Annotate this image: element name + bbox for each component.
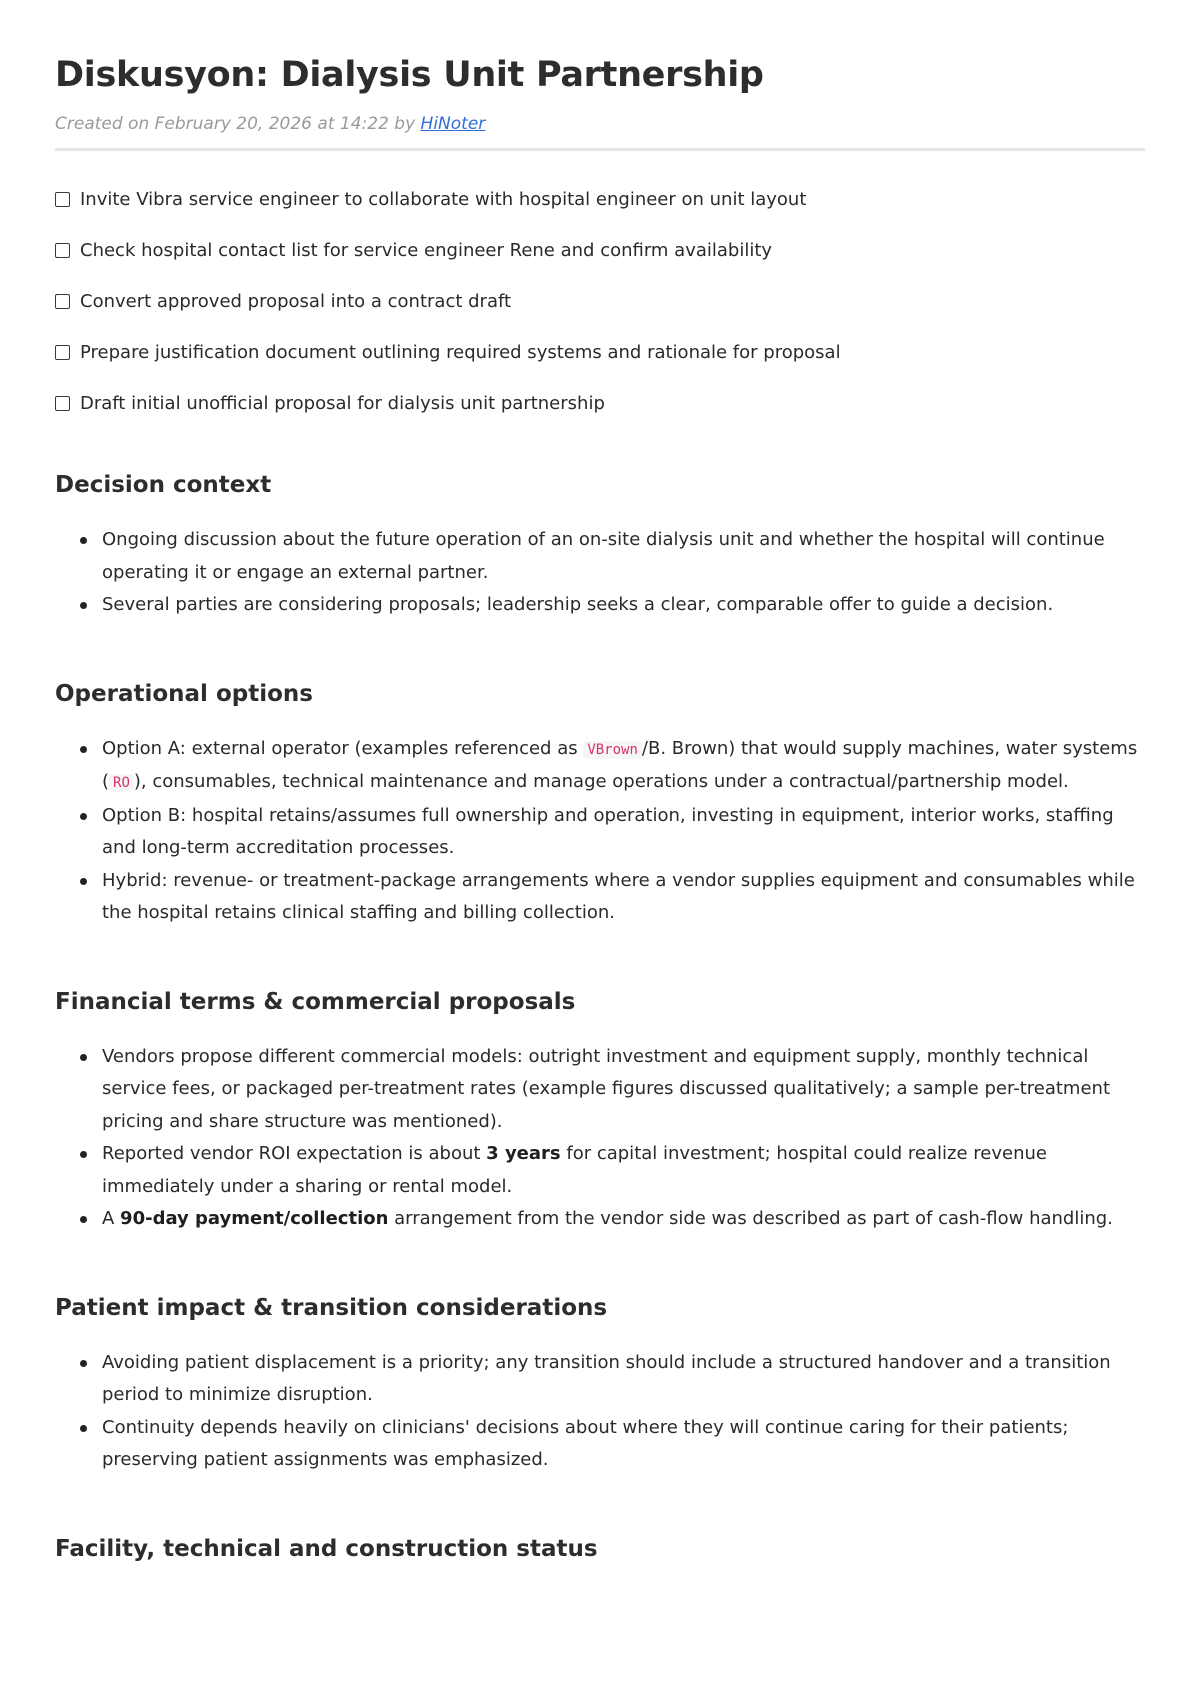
list-item: Vendors propose different commercial models: outright investment and equipment supply, monthly technical service fees, or packaged per-treatment rates (example figures discussed qualitatively; a sample per-treatment pricing and share structure was mentioned). <box>102 1041 1145 1139</box>
roi-text-1: Reported vendor ROI expectation is about <box>102 1143 487 1164</box>
task-item <box>55 187 1145 211</box>
list-item: Option B: hospital retains/assumes full ownership and operation, investing in equipment, interior works, staffing and long-term accreditation processes. <box>102 800 1145 865</box>
section-heading-operational-options: Operational options <box>55 680 313 707</box>
task-checkbox[interactable] <box>55 192 70 207</box>
task-item <box>55 340 1145 364</box>
section-heading-financial-terms: Financial terms & commercial proposals <box>55 988 576 1015</box>
section-heading-facility-status: Facility, technical and construction status <box>55 1535 598 1562</box>
task-item <box>55 391 1145 415</box>
task-text: Convert approved proposal into a contract draft <box>80 290 512 312</box>
payment-text-2: arrangement from the vendor side was described as part of cash-flow handling. <box>388 1208 1113 1229</box>
option-a-text-2: /B. Brown) that would supply machines, water systems ( <box>102 737 1138 792</box>
header-divider <box>55 148 1145 151</box>
task-text: Prepare justification document outlining required systems and rationale for proposal <box>80 341 841 363</box>
list-item <box>102 1203 1145 1236</box>
task-checkbox[interactable] <box>55 345 70 360</box>
list-item: Avoiding patient displacement is a priority; any transition should include a structured handover and a transition period to minimize disruption. <box>102 1347 1145 1412</box>
task-checkbox[interactable] <box>55 294 70 309</box>
author-link[interactable]: HiNoter <box>420 114 486 134</box>
section-heading-decision-context: Decision context <box>55 472 272 498</box>
list-item: Several parties are considering proposals; leadership seeks a clear, comparable offer to guide a decision. <box>102 589 1145 622</box>
page-title: Diskusyon: Dialysis Unit Partnership <box>55 55 764 95</box>
task-checkbox[interactable] <box>55 396 70 411</box>
list-item <box>102 733 1145 800</box>
option-a-text-1: Option A: external operator (examples referenced as <box>102 737 584 759</box>
task-checkbox[interactable] <box>55 243 70 258</box>
created-on-text: Created on February 20, 2026 at 14:22 by <box>55 114 421 134</box>
financial-terms-list <box>55 1041 1145 1236</box>
decision-context-list <box>55 524 1145 622</box>
section-heading-patient-impact: Patient impact & transition considerations <box>55 1294 608 1321</box>
task-item <box>55 238 1145 262</box>
option-a-text-3: ), consumables, technical maintenance and manage operations under a contractual/partnership model. <box>133 771 1069 792</box>
task-text: Draft initial unofficial proposal for dialysis unit partnership <box>80 392 605 414</box>
list-item: Continuity depends heavily on clinicians' decisions about where they will continue caring for their patients; preserving patient assignments was emphasized. <box>102 1412 1145 1477</box>
payment-terms-bold: 90-day payment/collection <box>120 1208 389 1229</box>
list-item: Hybrid: revenue- or treatment-package arrangements where a vendor supplies equipment and consumables while the hospital retains clinical staffing and billing collection. <box>102 865 1145 930</box>
task-list <box>55 187 1145 415</box>
task-text: Check hospital contact list for service engineer Rene and confirm availability <box>80 239 773 261</box>
patient-impact-list <box>55 1347 1145 1477</box>
task-text: Invite Vibra service engineer to collaborate with hospital engineer on unit layout <box>80 188 807 210</box>
list-item: Ongoing discussion about the future operation of an on-site dialysis unit and whether the hospital will continue operating it or engage an external partner. <box>102 524 1145 589</box>
inline-code-vbrown: VBrown <box>583 741 642 759</box>
document-meta <box>55 110 1145 138</box>
roi-text-2: for capital investment; hospital could realize revenue immediately under a sharing or rental model. <box>102 1143 1047 1197</box>
roi-years-bold: 3 years <box>486 1143 561 1164</box>
operational-options-list <box>55 733 1145 930</box>
list-item <box>102 1138 1145 1203</box>
task-item <box>55 289 1145 313</box>
inline-code-ro: RO <box>109 774 134 792</box>
payment-text-1: A <box>102 1208 121 1229</box>
